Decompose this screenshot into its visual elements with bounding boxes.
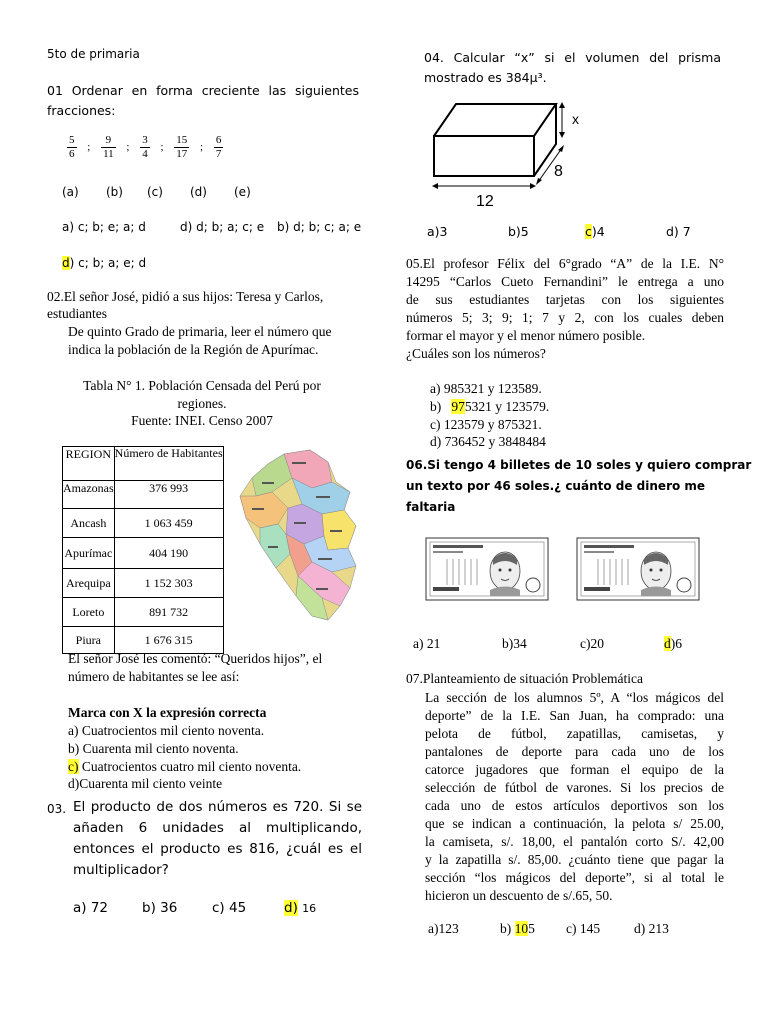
q06-option-c[interactable]: c)20 [580, 636, 604, 651]
q03-option-c[interactable]: c) 45 [212, 900, 247, 916]
q07-option-b[interactable]: b) 105 [500, 921, 535, 936]
prism-diagram [426, 96, 586, 212]
q05-line5: formar el mayor y el menor número posible. [406, 328, 646, 343]
q05-option-d[interactable]: d) 736452 y 3848484 [430, 434, 546, 449]
q01-letter-b: (b) [106, 185, 123, 199]
fraction-4: $\frac{15}{17}$ [176, 134, 188, 160]
q02-option-d[interactable]: d)Cuarenta mil ciento veinte [68, 776, 223, 791]
q07-option-c[interactable]: c) 145 [566, 921, 601, 936]
q02-line3: De quinto Grado de primaria, leer el número que [68, 324, 332, 339]
q02-after2: número de habitantes se lee así: [68, 669, 240, 684]
table-row: Apurímac 404 190 [63, 538, 224, 569]
table-row: Arequipa 1 152 303 [63, 569, 224, 598]
q05-option-a[interactable]: a) 985321 y 123589. [430, 381, 542, 396]
q03-option-b[interactable]: b) 36 [142, 900, 178, 916]
table-row: Ancash 1 063 459 [63, 509, 224, 538]
population-table [62, 446, 224, 654]
q06-option-a[interactable]: a) 21 [413, 636, 441, 651]
table-header-row [63, 447, 224, 481]
q06-option-d[interactable]: d)6 [664, 636, 682, 651]
q02-line4: indica la población de la Región de Apurímac. [68, 342, 319, 357]
table-row: Piura 1 676 315 [63, 627, 224, 654]
table-caption-3: Fuente: INEI. Censo 2007 [131, 413, 273, 428]
q03-line1: El producto de dos números es 720. Si se [73, 799, 362, 815]
q02-after1: El señor José les comentó: “Queridos hijos”, el [68, 651, 323, 666]
header-habitantes: Número de Habitantes [114, 447, 223, 481]
q07-title: 07.Planteamiento de situación Problemática [406, 671, 643, 686]
q05-line2: 14295 “Carlos Cueto Fernandini” le entrega a uno [406, 274, 724, 289]
q01-letter-a: (a) [62, 185, 79, 199]
q01-option-a[interactable]: a) c; b; e; a; d [62, 220, 146, 234]
prism-label-x: x [572, 111, 579, 127]
table-caption-1: Tabla N° 1. Población Censada del Perú por [83, 378, 321, 393]
q02-line2: estudiantes [47, 306, 107, 321]
q04-option-d[interactable]: d) 7 [666, 224, 691, 239]
q05-line1: 05.El profesor Félix del 6°grado “A” de la I.E. N° [406, 256, 724, 271]
banknote-image [576, 537, 700, 601]
q01-fractions: $\frac{5}{6}$ ; $\frac{9}{11}$ ; $\frac{3}{4}$ ; $\frac{15}{17}$ ; $\frac{6}{7}$ [69, 134, 222, 160]
prism-label-width: 12 [476, 193, 494, 210]
q07-option-a[interactable]: a)123 [428, 921, 459, 936]
q02-line1: 02.El señor José, pidió a sus hijos: Teresa y Carlos, [47, 289, 324, 304]
q03-option-d[interactable]: d) 16 [284, 900, 317, 916]
q01-option-d[interactable]: d) d; b; a; c; e [180, 220, 265, 234]
fraction-5: $\frac{6}{7}$ [215, 134, 222, 160]
q06-line2: un texto por 46 soles.¿ cuánto de dinero me [406, 479, 706, 493]
fraction-3: $\frac{3}{4}$ [142, 134, 148, 160]
q05-line4: números 5; 3; 9; 1; 7 y 2, con los cuales deben [406, 310, 724, 325]
q03-line3: entonces el producto es 816, ¿cuál es el [73, 841, 362, 857]
grade-header: 5to de primaria [47, 47, 140, 61]
table-row: Loreto 891 732 [63, 598, 224, 627]
q01-text: 01 Ordenar en forma creciente las siguientes fracciones: [47, 83, 359, 118]
q02-option-a[interactable]: a) Cuatrocientos mil ciento noventa. [68, 723, 265, 738]
peru-map-image [232, 448, 364, 624]
fraction-2: $\frac{9}{11}$ [103, 134, 114, 160]
q04-line1: 04. Calcular “x” si el volumen del prisma [424, 50, 721, 65]
q05-line6: ¿Cuáles son los números? [406, 346, 546, 361]
q01-letter-d: (d) [190, 185, 207, 199]
header-region: REGION [63, 447, 115, 481]
q06-line3: faltaria [406, 500, 456, 514]
q04-option-a[interactable]: a)3 [427, 224, 448, 239]
q03-line2: añaden 6 unidades al multiplicando, [73, 820, 362, 836]
q06-option-b[interactable]: b)34 [502, 636, 527, 651]
q04-option-b[interactable]: b)5 [508, 224, 529, 239]
q01-option-b[interactable]: b) d; b; c; a; e [277, 220, 362, 234]
q01-letter-e: (e) [234, 185, 251, 199]
q02-instruction: Marca con X la expresión correcta [68, 705, 267, 720]
q03-option-a[interactable]: a) 72 [73, 900, 109, 916]
q06-line1: 06.Si tengo 4 billetes de 10 soles y quiero comprar [406, 458, 752, 472]
q05-option-c[interactable]: c) 123579 y 875321. [430, 417, 542, 432]
table-caption-2: regiones. [177, 396, 227, 411]
prism-label-depth: 8 [554, 163, 563, 180]
q04-option-c[interactable]: c)4 [585, 224, 605, 239]
table-row: Amazonas 376 993 [63, 481, 224, 509]
q04-line2: mostrado es 384μ³. [424, 70, 547, 85]
q03-line4: multiplicador? [73, 862, 169, 878]
q05-option-b[interactable]: b) 975321 y 123579. [430, 399, 550, 414]
q07-option-d[interactable]: d) 213 [634, 921, 669, 936]
q02-option-c[interactable]: c) Cuatrocientos cuatro mil ciento noventa. [68, 759, 302, 774]
q03-number: 03. [47, 802, 67, 816]
q05-line3: de sus estudiantes tarjetas con los siguientes [406, 292, 724, 307]
banknote-image [425, 537, 549, 601]
q01-option-d2[interactable]: d) c; b; a; e; d [62, 256, 147, 270]
q01-letter-c: (c) [147, 185, 163, 199]
q02-option-b[interactable]: b) Cuarenta mil ciento noventa. [68, 741, 239, 756]
fraction-1: $\frac{5}{6}$ [69, 134, 75, 160]
